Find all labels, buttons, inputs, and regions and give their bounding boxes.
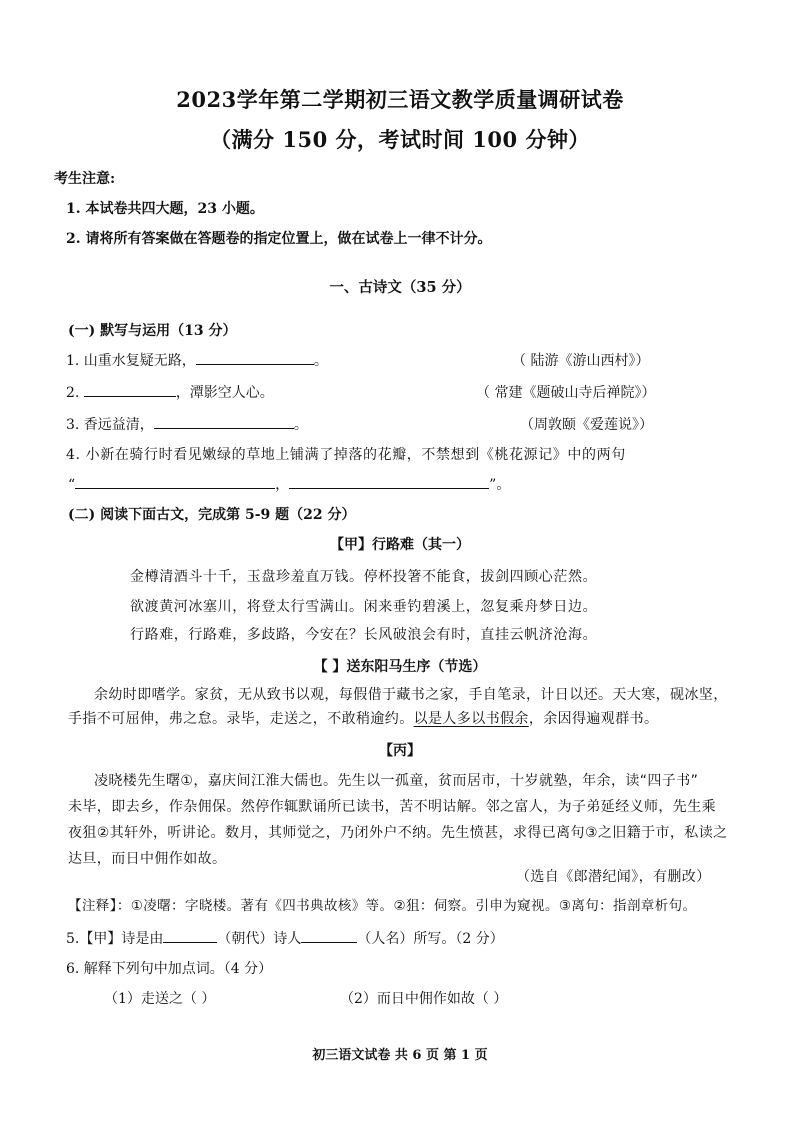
section-1-title: 一、古诗文（35 分） [329,279,471,296]
passage-yi-title: 【 】送东阳马生序（节选） [313,659,487,675]
passage-bing-title: 【丙】 [379,743,421,759]
answer-blank[interactable] [84,382,176,397]
passage-jia-title: 【甲】行路难（其一） [330,537,470,553]
notice-item-2: 2. 请将所有答案做在答题卷的指定位置上，做在试卷上一律不计分。 [66,231,492,247]
passage-bing-line-2: 未毕，即去乡，作杂佣保。然停作辄默诵所已读书，苦不明诂解。邻之富人，为子弟延经义师，先生乘 [68,799,716,815]
question-6-2: （2）而日中佣作如故（ ） [340,991,508,1007]
passage-yi-line-2: 手指不可屈伸，弗之怠。录毕，走送之，不敢稍逾约。以是人多以书假余，余因得遍观群书。 [68,711,659,727]
passage-bing-line-3: 夜狙②其轩外，听讲论。数月，其师觉之，乃闭外户不纳。先生愤甚，求得已离句③之旧籍于市，私读之 [68,825,728,841]
question-1-source: （ 陆游《游山西村》） [512,353,650,369]
passage-bing-line-4: 达旦，而日中佣作如故。 [68,851,227,867]
answer-blank[interactable] [154,414,294,429]
part-1-title: (一) 默写与运用（13 分） [68,323,237,339]
poem-line-3: 行路难，行路难，多歧路，今安在？长风破浪会有时，直挂云帆济沧海。 [130,627,598,643]
passage-bing-source: （选自《郎潜纪闻》，有删改） [516,869,711,885]
question-2-text: ，潭影空人心。 [175,385,274,401]
passage-bing-line-1: 凌晓楼先生曙①，嘉庆间江淮大儒也。先生以一孤童，贫而居市，十岁就塾，年余，读“四子书” [94,773,699,789]
question-6-1: （1）走送之（ ） [104,991,216,1007]
answer-blank[interactable] [289,474,489,489]
question-4-blanks: “ ， ”。 [68,474,510,494]
exam-title: 2023学年第二学期初三语文教学质量调研试卷 [176,87,624,112]
part-2-title: (二) 阅读下面古文，完成第 5-9 题（22 分） [68,507,356,523]
exam-subtitle: （满分 150 分，考试时间 100 分钟） [210,127,590,152]
question-2-source: （ 常建《题破山寺后禅院》） [476,385,656,401]
answer-blank[interactable] [75,474,275,489]
notice-heading: 考生注意: [54,171,116,187]
notice-item-1: 1. 本试卷共四大题，23 小题。 [66,201,264,217]
question-3: 3. 香远益清， 。 [66,414,308,434]
question-5: 5.【甲】诗是由 （朝代）诗人 （人名）所写。（2 分） [66,928,504,948]
poem-line-1: 金樽清酒斗十千，玉盘珍羞直万钱。停杯投箸不能食，拔剑四顾心茫然。 [130,569,598,585]
question-2: 2. ，潭影空人心。 [66,382,274,402]
answer-blank[interactable] [163,928,217,943]
poem-line-2: 欲渡黄河冰塞川，将登太行雪满山。闲来垂钓碧溪上，忽复乘舟梦日边。 [130,599,598,615]
question-1: 1. 山重水复疑无路， 。 [66,350,328,370]
question-3-source: （周敦颐《爱莲说》） [520,417,653,433]
question-6: 6. 解释下列句中加点词。（4 分） [66,961,273,977]
page-footer: 初三语文试卷 共 6 页 第 1 页 [312,1048,488,1063]
answer-blank[interactable] [301,928,357,943]
question-4-text: 4. 小新在骑行时看见嫩绿的草地上铺满了掉落的花瓣，不禁想到《桃花源记》中的两句 [66,447,626,463]
passage-yi-line-1: 余幼时即嗜学。家贫，无从致书以观，每假借于藏书之家，手自笔录，计日以还。天大寒，砚冰坚， [94,687,728,703]
question-1-text: 1. 山重水复疑无路， [66,353,196,369]
question-3-text: 3. 香远益清， [66,417,154,433]
annotations: 【注释】：①凌曙：字晓楼。著有《四书典故核》等。②狙：伺察。引申为窥视。③离句：指剖章析句。 [68,898,697,914]
answer-blank[interactable] [196,350,314,365]
underlined-sentence: 以是人多以书假余 [413,711,529,727]
